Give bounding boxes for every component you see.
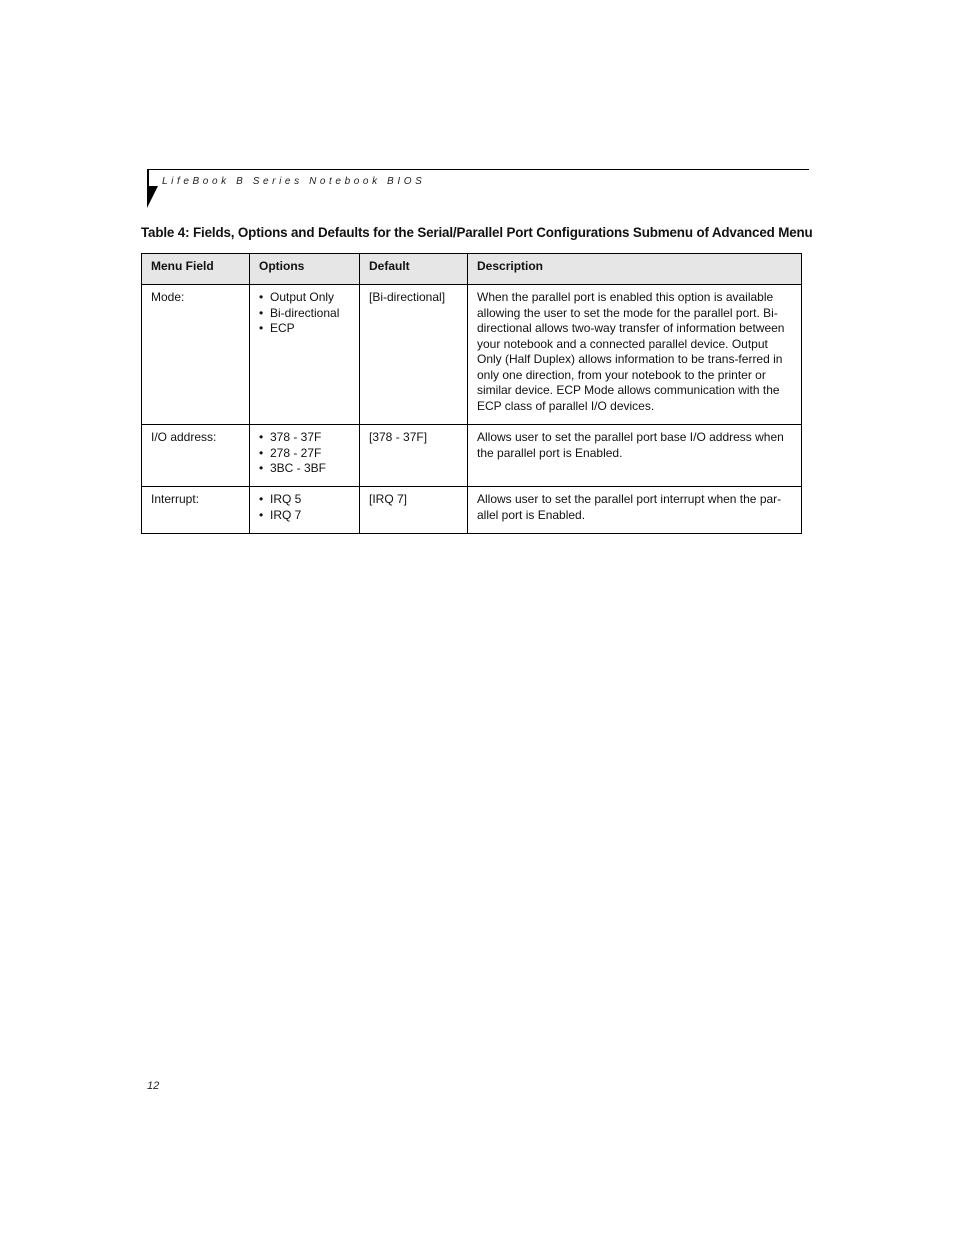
table-header-row <box>142 254 802 285</box>
options-cell <box>250 425 360 487</box>
running-header: LifeBook B Series Notebook BIOS <box>162 176 426 187</box>
table-caption: Table 4: Fields, Options and Defaults for the Serial/Parallel Port Configurations Submenu of Advanced Menu <box>141 225 813 240</box>
options-list <box>259 492 351 523</box>
header-corner-wedge <box>147 186 158 208</box>
default-cell: [Bi-directional] <box>360 285 468 425</box>
menu-field-cell: Interrupt: <box>142 487 250 534</box>
option-item: • 3BC - 3BF <box>259 461 351 477</box>
header-rule <box>148 169 809 170</box>
table-row <box>142 487 802 534</box>
column-header-description: Description <box>468 254 802 285</box>
menu-field-cell: I/O address: <box>142 425 250 487</box>
option-item: • ECP <box>259 321 351 337</box>
option-item: • IRQ 7 <box>259 508 351 524</box>
option-item: • Bi-directional <box>259 306 351 322</box>
options-cell <box>250 285 360 425</box>
option-item: • Output Only <box>259 290 351 306</box>
options-list <box>259 290 351 337</box>
option-item: • 278 - 27F <box>259 446 351 462</box>
options-cell <box>250 487 360 534</box>
settings-table <box>141 253 802 534</box>
description-cell: When the parallel port is enabled this option is available allowing the user to set the mode for the parallel port. Bi-directional allows two-way transfer of information between your notebook and a connected parallel device. Output Only (Half Duplex) allows information to be trans-ferred in only one direction, from your notebook to the printer or similar device. ECP Mode allows communication with the ECP class of parallel I/O devices. <box>468 285 802 425</box>
page-number: 12 <box>147 1080 160 1092</box>
column-header-options: Options <box>250 254 360 285</box>
table-row <box>142 285 802 425</box>
option-item: • IRQ 5 <box>259 492 351 508</box>
default-cell: [IRQ 7] <box>360 487 468 534</box>
column-header-default: Default <box>360 254 468 285</box>
default-cell: [378 - 37F] <box>360 425 468 487</box>
table-row <box>142 425 802 487</box>
option-item: • 378 - 37F <box>259 430 351 446</box>
column-header-menu-field: Menu Field <box>142 254 250 285</box>
description-cell: Allows user to set the parallel port base I/O address when the parallel port is Enabled. <box>468 425 802 487</box>
description-cell: Allows user to set the parallel port interrupt when the par-allel port is Enabled. <box>468 487 802 534</box>
menu-field-cell: Mode: <box>142 285 250 425</box>
options-list <box>259 430 351 477</box>
